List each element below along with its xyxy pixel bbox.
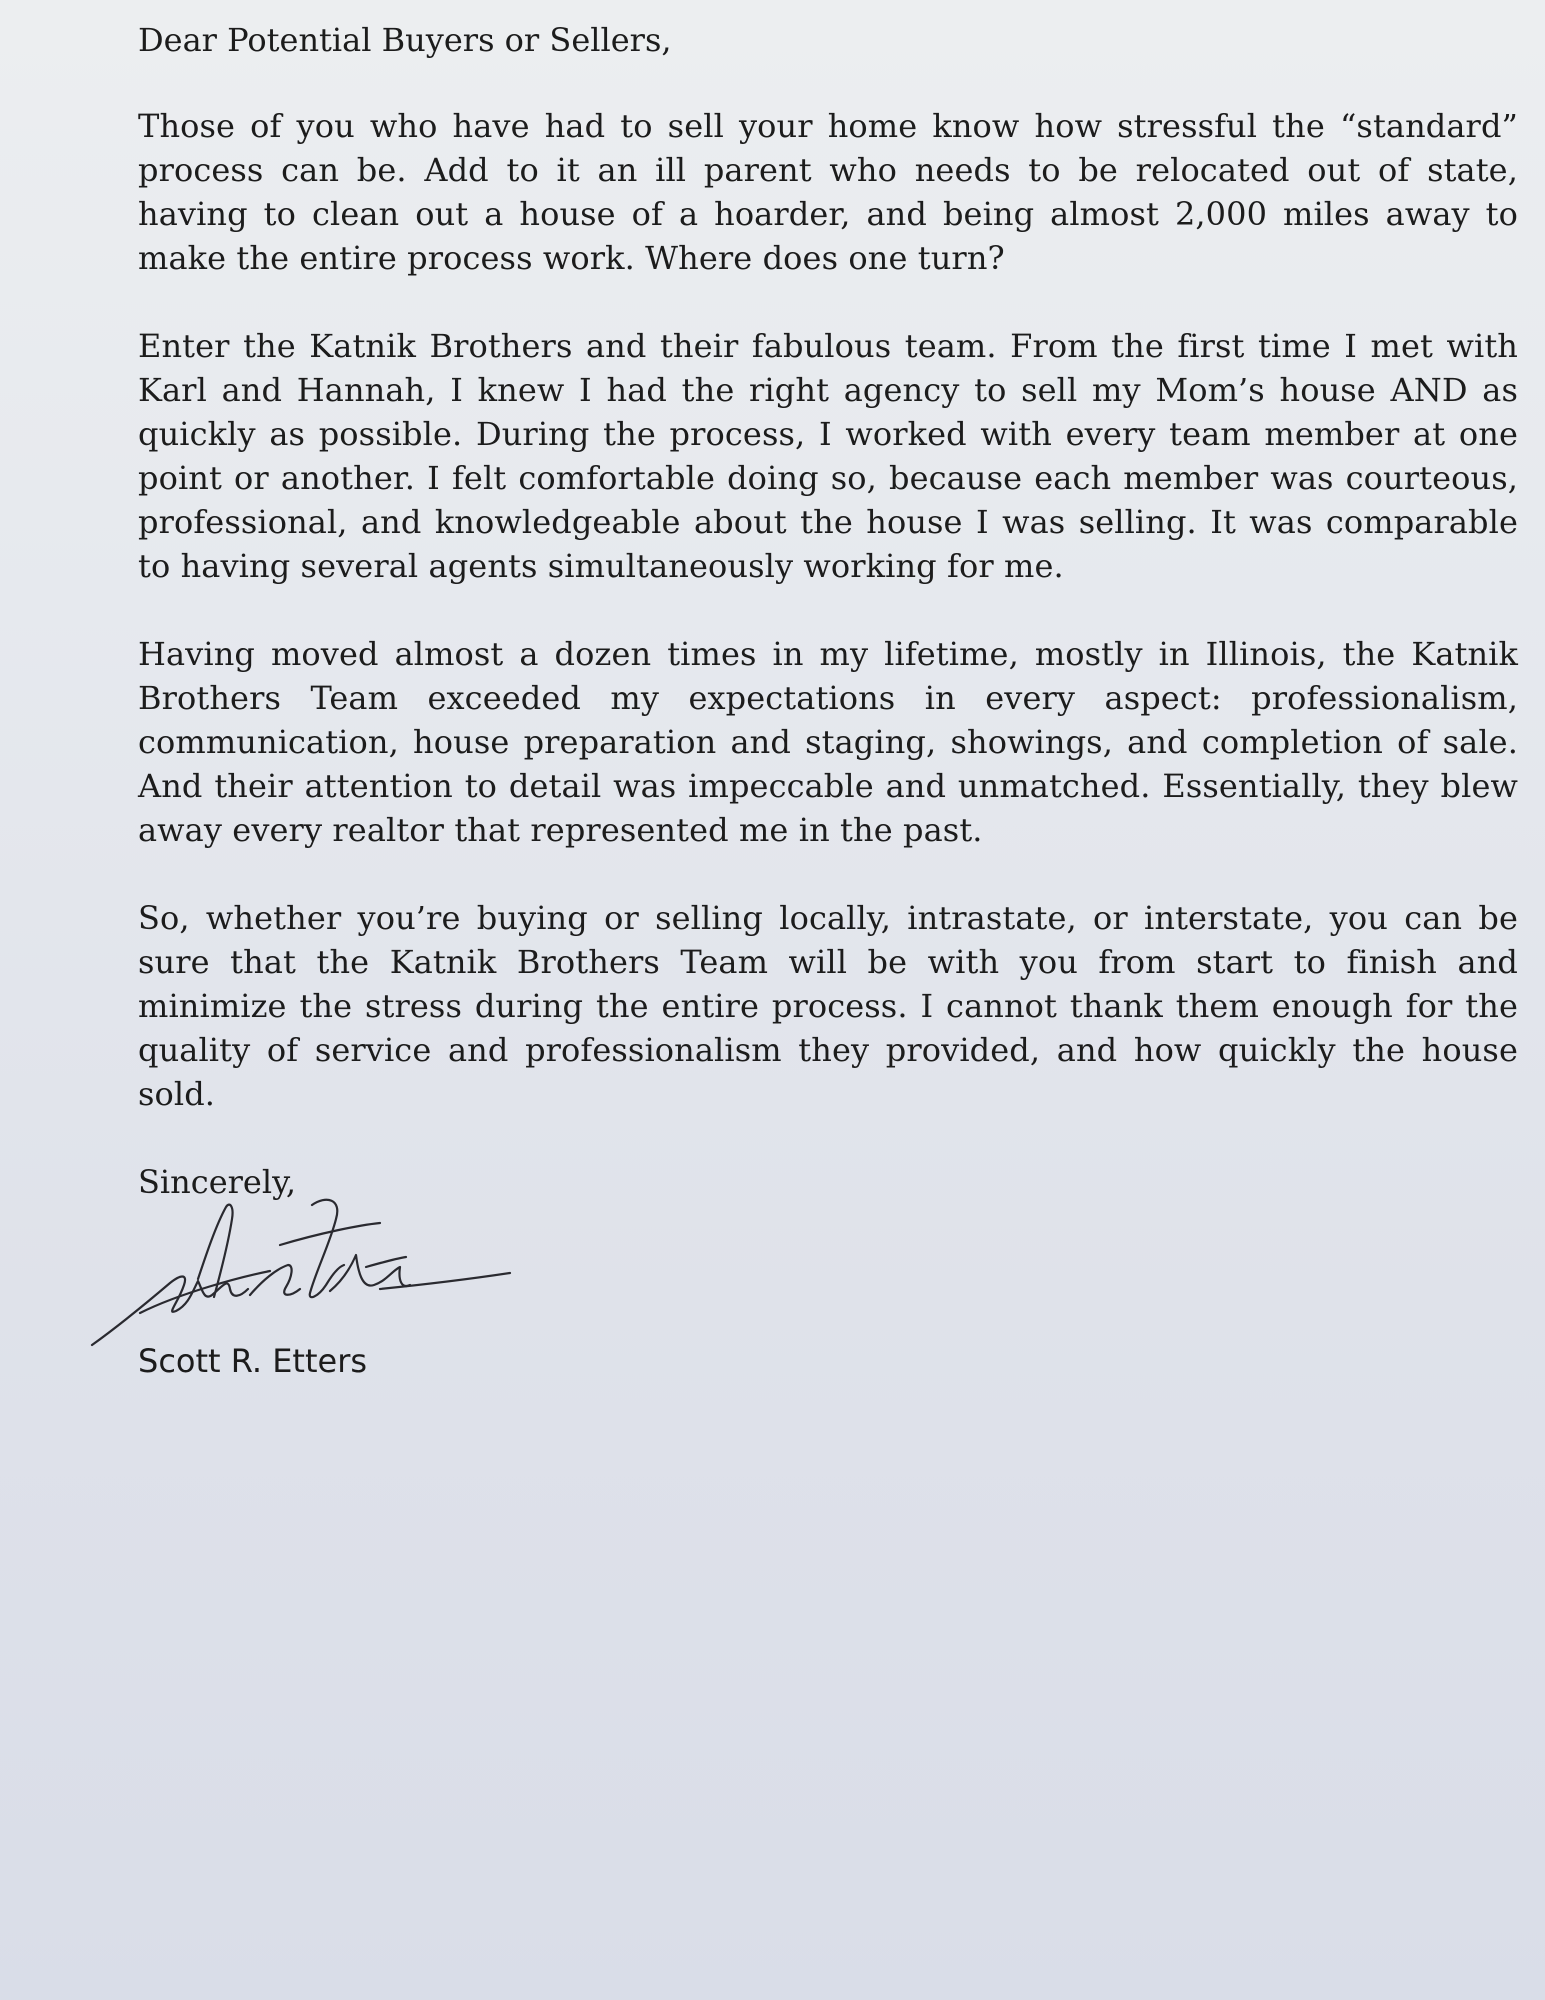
paragraph-2: Enter the Katnik Brothers and their fabulous team. From the first time I met with Karl and Hannah, I knew I had the right agency to sell my Mom’s house AND as quickly as possible. During the process, I worked with every team member at one point or another. I felt comfortable doing so, because each member was courteous, professional, and knowledgeable about the house I was selling. It was comparable to having several agents simultaneously working for me. — [138, 327, 1518, 585]
letter-body — [138, 18, 1518, 1204]
signer-name: Scott R. Etters — [138, 1342, 368, 1380]
paragraph-1: Those of you who have had to sell your home know how stressful the “standard” process can be. Add to it an ill parent who needs to be relocated out of state, having to clean out a house of a hoarder, and being almost 2,000 miles away to make the entire process work. Where does one turn? — [138, 107, 1518, 277]
paragraph-3: Having moved almost a dozen times in my lifetime, mostly in Illinois, the Katnik Brothers Team exceeded my expectations in every aspect: professionalism, communication, house preparation and staging, showings, and completion of sale. And their attention to detail was impeccable and unmatched. Essentially, they blew away every realtor that represented me in the past. — [138, 635, 1518, 849]
salutation: Dear Potential Buyers or Sellers, — [138, 21, 672, 59]
handwritten-signature — [80, 1185, 520, 1355]
paragraph-4: So, whether you’re buying or selling locally, intrastate, or interstate, you can be sure that the Katnik Brothers Team will be with you from start to finish and minimize the stress during the entire process. I cannot thank them enough for the quality of service and professionalism they provided, and how quickly the house sold. — [138, 899, 1518, 1113]
closing: Sincerely, — [138, 1163, 297, 1201]
